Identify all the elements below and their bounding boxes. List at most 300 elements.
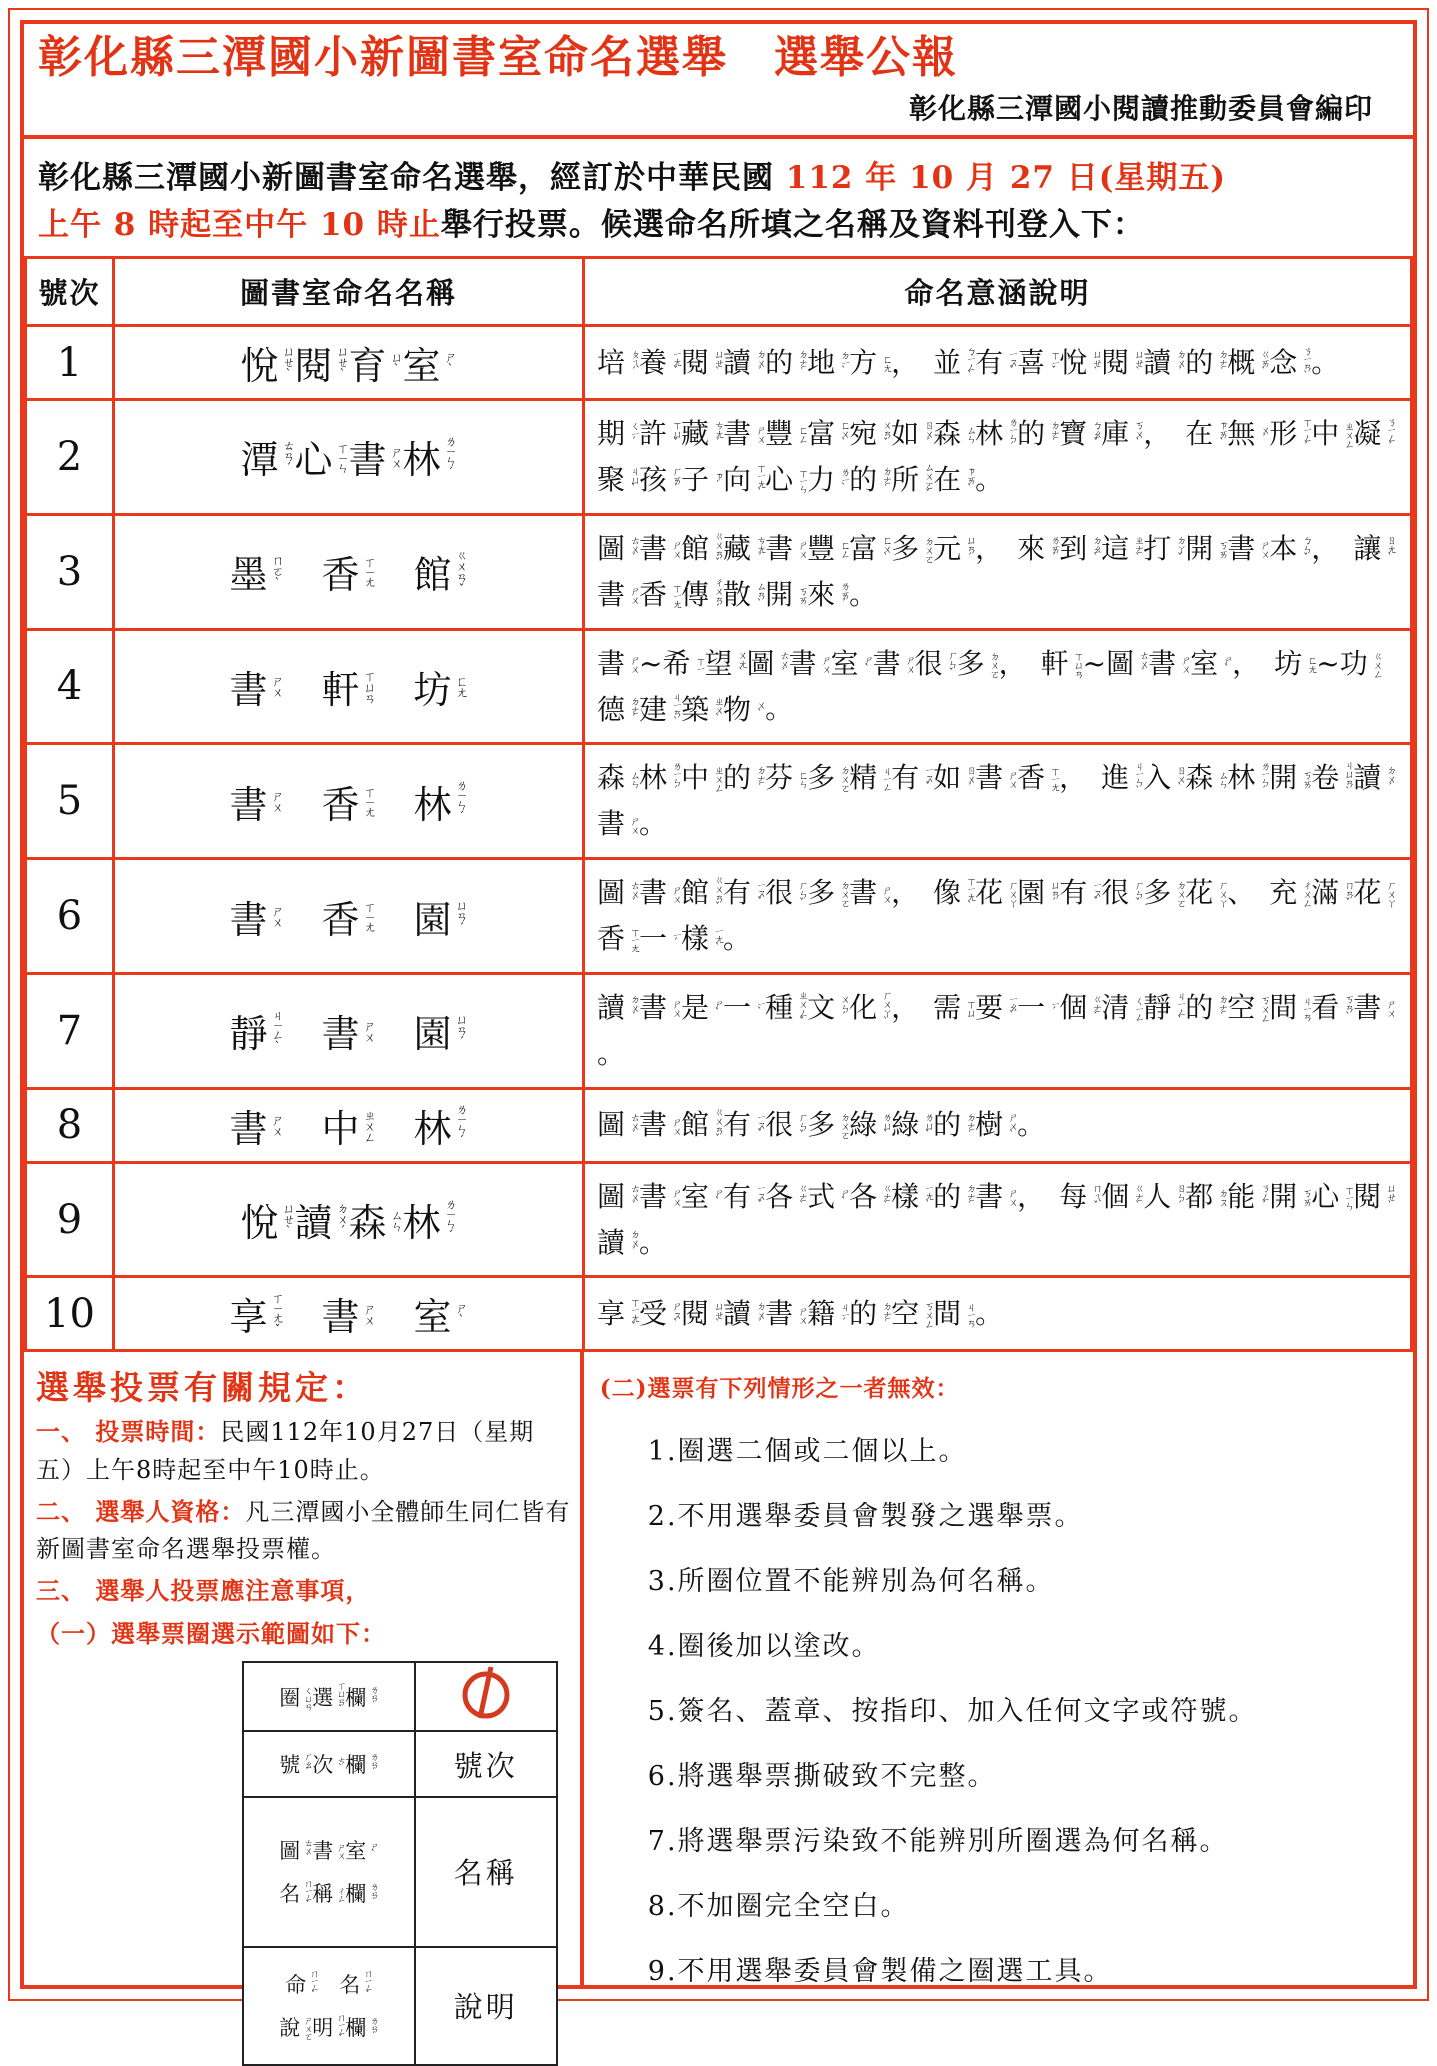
- annotated-char: 欄 ㄌㄢˊ: [345, 1752, 379, 1778]
- zhuyin-annotation: ㄈㄣ: [796, 769, 808, 788]
- annotated-char: 室 ㄕˋ: [345, 1838, 379, 1863]
- candidate-name: [114, 1088, 584, 1162]
- ballot-row: [243, 1662, 557, 1731]
- annotated-char: 子 ㄗ˙: [681, 462, 724, 496]
- annotated-char: 很 ㄏㄣˇ: [1101, 876, 1144, 910]
- invalid-item: 1.圈選二個或二個以上。: [647, 1436, 968, 1468]
- ballot-label-cell: [243, 1947, 415, 2065]
- zhuyin-annotation: ㄩㄝˋ: [335, 345, 350, 380]
- annotated-char: 式 ㄕˋ: [807, 1179, 850, 1213]
- annotated-char: 有 ㄧㄡˇ: [975, 345, 1018, 379]
- annotated-char: 閱 ㄩㄝˋ: [1353, 1179, 1396, 1213]
- annotated-char: 樣 ㄧㄤˋ: [891, 1179, 934, 1213]
- annotated-char: 林 ㄌㄧㄣˊ: [402, 435, 458, 483]
- row-number: 8: [26, 1088, 114, 1162]
- annotated-char: 靜 ㄐㄧㄥˋ: [229, 1008, 285, 1057]
- zhuyin-annotation: ㄉㄨˊ: [1174, 349, 1186, 378]
- annotated-char: 綠 ㄌㄩˋ: [891, 1108, 934, 1142]
- zhuyin-annotation: ㄎㄞ: [1300, 1188, 1312, 1207]
- table-row: [26, 744, 1412, 859]
- annotated-char: 的 ㄉㄜ˙: [765, 345, 808, 379]
- zhuyin-annotation: ㄙㄣ: [389, 1208, 404, 1231]
- annotated-char: 的 ㄉㄜ˙: [1185, 345, 1228, 379]
- annotated-char: 讀 ㄉㄨˊ: [597, 1225, 640, 1259]
- annotated-char: 形 ㄒㄧㄥˊ: [1269, 416, 1312, 452]
- invalid-item: 3.所圈位置不能辨別為何名稱。: [647, 1566, 1055, 1598]
- zhuyin-annotation: ㄕㄨ: [1179, 655, 1191, 674]
- annotated-char: 卷 ㄐㄩㄢˋ: [1311, 760, 1354, 798]
- zhuyin-annotation: ㄘㄤˊ: [712, 420, 724, 449]
- zhuyin-annotation: ㄨㄢˇ: [880, 420, 892, 449]
- annotated-char: 傳 ㄔㄨㄢˊ: [681, 576, 724, 614]
- name-description: 書 ㄕㄨ ~ 希 ㄒㄧ 望 ㄨㄤˋ 圖 ㄊㄨˊ 書 ㄕㄨ 室 ㄕˋ 書 ㄕㄨ 很 ㄏㄣˇ 多 ㄉㄨㄛ ， 軒 ㄒㄩㄢ ~ 圖 ㄊㄨˊ 書 ㄕㄨ 室 ㄕˋ ， 坊 ㄈㄤ ~ 功 ㄍㄨㄥ 德 ㄉㄜˊ 建 ㄐㄧㄢˋ 築 ㄓㄨˋ 物 ㄨˋ 。: [584, 629, 1412, 744]
- zhuyin-annotation: ㄈㄤ: [1305, 655, 1317, 674]
- annotated-char: 有 ㄧㄡˇ: [723, 876, 766, 910]
- annotated-char: 念 ㄋㄧㄢˋ: [1269, 345, 1312, 381]
- zhuyin-annotation: ㄕㄨ: [903, 655, 915, 674]
- invalid-title: (二)選票有下列情形之一者無效：: [599, 1375, 960, 1403]
- annotated-char: 圖 ㄊㄨˊ: [597, 1179, 640, 1213]
- annotated-char: 功 ㄍㄨㄥ: [1339, 646, 1382, 680]
- zhuyin-annotation: ㄌㄩˋ: [922, 1111, 934, 1140]
- zhuyin-annotation: ㄕˋ: [368, 1842, 379, 1860]
- annotated-char: 喜 ㄒㄧˇ: [1017, 345, 1060, 379]
- annotated-char: 讀 ㄉㄨˊ: [1353, 761, 1396, 795]
- annotated-char: 望 ㄨㄤˋ: [704, 646, 747, 680]
- candidate-name: [114, 629, 584, 744]
- zhuyin-annotation: ㄊㄨˊ: [628, 879, 640, 908]
- annotated-char: 明 ㄇㄧㄥˊ: [312, 2012, 346, 2044]
- zhuyin-annotation: ㄒㄧㄤˋ: [754, 462, 766, 498]
- row-number: 4: [26, 629, 114, 744]
- zhuyin-annotation: ㄕㄨ: [670, 999, 682, 1018]
- annotated-char: 圈 ㄑㄩㄢ: [279, 1685, 313, 1710]
- zhuyin-annotation: ㄉㄜ˙: [754, 764, 766, 793]
- annotated-char: 化 ㄏㄨㄚˋ: [849, 989, 892, 1027]
- zhuyin-annotation: ㄌㄢˊ: [368, 1881, 379, 1907]
- zhuyin-annotation: ㄖㄤˋ: [1384, 535, 1396, 564]
- annotated-char: 書 ㄕㄨ: [1353, 991, 1396, 1024]
- annotated-char: 中 ㄓㄨㄥ: [321, 1106, 377, 1151]
- annotated-char: 書 ㄕㄨ: [788, 646, 831, 680]
- zhuyin-annotation: ㄒㄧㄤ: [362, 785, 377, 817]
- header-section: [24, 24, 1413, 139]
- invalid-item: 4.圈後加以塗改。: [647, 1631, 881, 1663]
- zhuyin-annotation: ㄧㄡˇ: [1090, 880, 1102, 907]
- zhuyin-annotation: ㄧㄠˋ: [1006, 995, 1018, 1022]
- zhuyin-annotation: ㄧㄡˇ: [1006, 350, 1018, 377]
- table-row: [26, 1162, 1412, 1277]
- invalid-item: 7.將選舉票污染致不能辨別所圈選為何名稱。: [647, 1826, 1229, 1858]
- zhuyin-annotation: ㄙㄣ: [628, 769, 640, 788]
- zhuyin-annotation: ㄉㄠˋ: [1090, 535, 1102, 564]
- annotated-char: 需 ㄒㄩ: [933, 991, 976, 1024]
- annotated-char: 花 ㄏㄨㄚ: [1185, 876, 1228, 910]
- zhuyin-annotation: ㄊㄨˊ: [628, 1111, 640, 1140]
- annotated-char: 閱 ㄩㄝˋ: [681, 345, 724, 379]
- table-row: [26, 1088, 1412, 1162]
- annotated-char: 藏 ㄘㄤˊ: [723, 531, 766, 565]
- annotated-char: 看 ㄎㄢˋ: [1311, 991, 1354, 1024]
- zhuyin-annotation: ㄇㄧㄥˋ: [308, 1969, 319, 2001]
- annotated-char: 聚 ㄐㄩˋ: [597, 462, 640, 496]
- annotated-char: 芬 ㄈㄣ: [765, 761, 808, 795]
- annotated-char: 的 ㄉㄜ˙: [933, 1179, 976, 1213]
- zhuyin-annotation: ㄖㄨˊ: [964, 764, 976, 793]
- zhuyin-annotation: ㄙㄢˋ: [754, 581, 766, 610]
- zhuyin-annotation: ㄋㄥˊ: [1258, 1183, 1270, 1212]
- annotated-char: 閱 ㄩㄝˋ: [681, 1297, 724, 1331]
- annotated-char: 靜 ㄐㄧㄥˋ: [1143, 990, 1186, 1026]
- annotated-char: 書 ㄕㄨ: [312, 1838, 346, 1863]
- annotated-char: 寶 ㄅㄠˇ: [1059, 417, 1102, 451]
- zhuyin-annotation: ㄉㄜ˙: [880, 466, 892, 495]
- zhuyin-annotation: ㄉㄨㄛ: [838, 880, 850, 908]
- zhuyin-annotation: ㄒㄩㄢˇ: [335, 1681, 346, 1715]
- zhuyin-annotation: ㄩㄝˋ: [1132, 349, 1144, 378]
- zhuyin-annotation: ㄉㄨˊ: [1384, 764, 1396, 793]
- zhuyin-annotation: ㄕㄨ: [880, 884, 892, 903]
- zhuyin-annotation: ㄧㄡˇ: [922, 765, 934, 792]
- zhuyin-annotation: ㄨㄤˋ: [735, 650, 747, 679]
- zhuyin-annotation: ㄒㄩˇ: [670, 420, 682, 449]
- col-header-number: 號次: [26, 258, 114, 326]
- annotated-char: 充 ㄔㄨㄥ: [1269, 876, 1312, 910]
- rule-text: 凡三潭國小全體師生同仁皆有新圖書室命名選舉投票權。: [36, 1497, 571, 1564]
- zhuyin-annotation: ㄋㄧㄢˋ: [1300, 345, 1312, 381]
- ballot-value-cell: [415, 1662, 557, 1731]
- annotated-char: 有 ㄧㄡˇ: [723, 1179, 766, 1213]
- annotated-char: 名 ㄇㄧㄥˊ: [279, 1878, 313, 1910]
- annotated-char: 林 ㄌㄧㄣˊ: [639, 761, 682, 797]
- annotated-char: 館 ㄍㄨㄢˇ: [681, 530, 724, 568]
- name-description: 森 ㄙㄣ 林 ㄌㄧㄣˊ 中 ㄓㄨㄥ 的 ㄉㄜ˙ 芬 ㄈㄣ 多 ㄉㄨㄛ 精 ㄐㄧㄥ 有 ㄧㄡˇ 如 ㄖㄨˊ 書 ㄕㄨ 香 ㄒㄧㄤ ， 進 ㄐㄧㄣˋ 入 ㄖㄨˋ 森 ㄙㄣ 林 ㄌㄧㄣˊ 開 ㄎㄞ 卷 ㄐㄩㄢˋ 讀 ㄉㄨˊ 書 ㄕㄨ 。: [584, 744, 1412, 859]
- annotated-char: 如 ㄖㄨˊ: [891, 417, 934, 451]
- zhuyin-annotation: ㄩㄝˋ: [281, 345, 296, 380]
- annotated-char: 培 ㄆㄟˊ: [597, 345, 640, 379]
- annotated-char: 讀 ㄉㄨˊ: [294, 1201, 350, 1246]
- annotated-char: 林 ㄌㄧㄣˊ: [975, 416, 1018, 452]
- row-number: 2: [26, 400, 114, 515]
- annotated-char: 宛 ㄨㄢˇ: [849, 417, 892, 451]
- zhuyin-annotation: ㄘㄤˊ: [754, 535, 766, 564]
- zhuyin-annotation: ㄩㄢˊ: [454, 1013, 469, 1049]
- zhuyin-annotation: ㄐㄧˊ: [838, 1301, 850, 1328]
- zhuyin-annotation: ㄏㄞˊ: [670, 466, 682, 495]
- zhuyin-annotation: ㄒㄧㄤˇ: [628, 1297, 640, 1332]
- annotated-char: 館 ㄍㄨㄢˇ: [413, 548, 469, 598]
- zhuyin-annotation: ㄏㄣˇ: [796, 879, 808, 908]
- zhuyin-annotation: ㄩㄢˊ: [964, 535, 976, 564]
- annotated-char: 潭 ㄊㄢˊ: [240, 438, 296, 483]
- zhuyin-annotation: ㄒㄧㄤ: [670, 582, 682, 608]
- zhuyin-annotation: ㄉㄜˊ: [628, 695, 640, 724]
- annotated-char: 多 ㄉㄨㄛ: [807, 1108, 850, 1142]
- annotated-char: 花 ㄏㄨㄚ: [1353, 876, 1396, 910]
- zhuyin-annotation: ㄒㄩㄢ: [362, 669, 377, 703]
- annotated-char: 稱 ㄔㄥ: [312, 1882, 346, 1907]
- row-number: 10: [26, 1277, 114, 1351]
- annotated-char: 期 ㄑㄧˊ: [597, 417, 640, 451]
- zhuyin-annotation: ㄕㄨ: [270, 905, 285, 928]
- annotated-char: 坊 ㄈㄤ: [413, 667, 469, 712]
- annotated-char: 森 ㄙㄣ: [1185, 761, 1228, 795]
- annotated-char: 如 ㄖㄨˊ: [933, 761, 976, 795]
- table-row: [26, 400, 1412, 515]
- rule-label: 三、 選舉人投票應注意事項，: [36, 1576, 371, 1606]
- annotated-char: 在 ㄗㄞˋ: [1185, 417, 1228, 451]
- annotated-char: 受 ㄕㄡˋ: [639, 1297, 682, 1331]
- annotated-char: 間 ㄐㄧㄢ: [1269, 991, 1312, 1024]
- annotated-char: 養 ㄧㄤˇ: [639, 345, 682, 379]
- annotated-char: 無 ㄨˊ: [1227, 417, 1270, 451]
- rule-label: 二、 選舉人資格：: [36, 1496, 246, 1526]
- annotated-char: 書 ㄕㄨ: [1227, 531, 1270, 565]
- annotated-char: 這 ㄓㄜˋ: [1101, 531, 1144, 565]
- annotated-char: 空 ㄎㄨㄥ: [1227, 991, 1270, 1024]
- annotated-char: 所 ㄙㄨㄛˇ: [891, 461, 934, 499]
- annotated-char: 精 ㄐㄧㄥ: [849, 761, 892, 795]
- annotated-char: 中 ㄓㄨㄥ: [681, 761, 724, 795]
- ballot-sample-table: [242, 1661, 558, 2066]
- annotated-char: 的 ㄉㄜ˙: [849, 1297, 892, 1331]
- intro-line1-date: 112 年 10 月 27 日(星期五): [785, 160, 1227, 196]
- annotated-char: 書 ㄕㄨ: [849, 876, 892, 910]
- zhuyin-annotation: ㄍㄨㄥ: [1370, 650, 1382, 678]
- zhuyin-annotation: ㄩㄝˋ: [712, 1300, 724, 1329]
- invalid-item: 2.不用選舉委員會製發之選舉票。: [647, 1501, 1084, 1533]
- row-number: 9: [26, 1162, 114, 1277]
- annotated-char: 來 ㄌㄞˊ: [1017, 531, 1060, 565]
- table-row: [26, 1277, 1412, 1351]
- zhuyin-annotation: ㄕㄨ: [335, 1842, 346, 1859]
- zhuyin-annotation: ㄔㄥ: [335, 1886, 346, 1903]
- zhuyin-annotation: ㄏㄨㄚ: [1384, 880, 1396, 908]
- ballot-row: [243, 1731, 557, 1797]
- annotated-char: 散 ㄙㄢˋ: [723, 577, 766, 611]
- zhuyin-annotation: ㄍㄜˋ: [1132, 1183, 1144, 1212]
- zhuyin-annotation: ㄕㄨ: [796, 540, 808, 559]
- annotated-char: 森 ㄙㄣ: [348, 1201, 404, 1246]
- zhuyin-annotation: ㄅㄠˇ: [1090, 420, 1102, 449]
- annotated-char: 悅 ㄩㄝˋ: [1059, 345, 1102, 379]
- annotated-char: 花 ㄏㄨㄚ: [975, 876, 1018, 910]
- annotated-char: 讀 ㄉㄨˊ: [1143, 345, 1186, 379]
- zhuyin-annotation: ㄐㄧㄢ: [964, 1302, 976, 1327]
- annotated-char: 希 ㄒㄧ: [662, 646, 705, 680]
- annotated-char: 在 ㄗㄞˋ: [933, 462, 976, 496]
- annotated-char: 書 ㄕㄨ: [872, 646, 915, 680]
- ballot-value-cell: 號次: [415, 1731, 557, 1797]
- zhuyin-annotation: ㄒㄧㄤˇ: [270, 1292, 285, 1336]
- zhuyin-annotation: ㄒㄧㄣ: [1342, 1184, 1354, 1210]
- zhuyin-annotation: ㄧˊ: [1048, 999, 1060, 1017]
- zhuyin-annotation: ㄏㄨㄚ: [1006, 880, 1018, 908]
- zhuyin-annotation: ㄕㄨ: [1006, 1188, 1018, 1207]
- annotated-char: 香 ㄒㄧㄤ: [321, 782, 377, 827]
- row-number: 1: [26, 326, 114, 400]
- annotated-char: 許 ㄒㄩˇ: [639, 417, 682, 451]
- annotated-char: 樣 ㄧㄤˋ: [681, 922, 724, 956]
- annotated-char: 名 ㄇㄧㄥˊ: [339, 1969, 373, 2001]
- rules-list: [36, 1413, 572, 1610]
- zhuyin-annotation: ㄑㄩㄢ: [302, 1685, 313, 1710]
- annotated-char: 室 ㄕˋ: [1190, 646, 1233, 680]
- annotated-char: 一 ㄧˊ: [1017, 991, 1060, 1024]
- zhuyin-annotation: ㄕˋ: [443, 350, 458, 375]
- zhuyin-annotation: ㄌㄢˊ: [368, 2015, 379, 2041]
- annotated-char: 園 ㄩㄢˊ: [413, 1012, 469, 1057]
- annotated-char: 軒 ㄒㄩㄢ: [1040, 646, 1083, 680]
- zhuyin-annotation: ㄕˋ: [454, 1301, 469, 1326]
- zhuyin-annotation: ㄎㄨˋ: [1132, 420, 1144, 449]
- zhuyin-annotation: ㄉㄜ˙: [1048, 420, 1060, 449]
- annotated-char: 讀 ㄉㄨˊ: [723, 345, 766, 379]
- zhuyin-annotation: ㄗㄞˋ: [964, 466, 976, 495]
- annotated-char: 很 ㄏㄣˇ: [765, 876, 808, 910]
- col-header-name: 圖書室命名名稱: [114, 258, 584, 326]
- ballot-label-cell: [243, 1731, 415, 1797]
- zhuyin-annotation: ㄈㄨˋ: [838, 420, 850, 449]
- zhuyin-annotation: ㄕㄨ: [362, 1019, 377, 1042]
- zhuyin-annotation: ㄕㄨˋ: [1006, 1111, 1018, 1140]
- annotated-char: 書 ㄕㄨ: [639, 876, 682, 910]
- annotated-char: 綠 ㄌㄩˋ: [849, 1108, 892, 1142]
- publisher-line: 彰化縣三潭國小閱讀推動委員會編印: [908, 92, 1373, 125]
- zhuyin-annotation: ㄎㄞ: [1300, 769, 1312, 788]
- annotated-char: 各 ㄍㄜˋ: [849, 1179, 892, 1213]
- annotated-char: 建 ㄐㄧㄢˋ: [639, 692, 682, 728]
- zhuyin-annotation: ㄈㄨˋ: [880, 535, 892, 564]
- zhuyin-annotation: ㄉㄜ˙: [964, 1111, 976, 1140]
- intro-line2-time: 上午 8 時起至中午 10 時止: [38, 206, 441, 243]
- zhuyin-annotation: ㄕˋ: [712, 998, 724, 1018]
- rule-text: 民國112年10月27日（星期五）上午8時起至中午10時止。: [36, 1418, 535, 1484]
- table-header-row: [26, 258, 1412, 326]
- annotated-char: 多 ㄉㄨㄛ: [1143, 876, 1186, 910]
- annotated-char: 個 ㄍㄜˋ: [1101, 1179, 1144, 1213]
- zhuyin-annotation: ㄕㄡˋ: [670, 1300, 682, 1329]
- rule-item: [36, 1413, 572, 1488]
- zhuyin-annotation: ㄕㄨ: [628, 586, 640, 605]
- zhuyin-annotation: ㄎㄞ: [796, 586, 808, 605]
- candidate-name: [114, 744, 584, 859]
- annotated-char: 個 ㄍㄜˋ: [1059, 991, 1102, 1024]
- annotated-char: 書 ㄕㄨ: [975, 1179, 1018, 1213]
- annotated-char: 多 ㄉㄨㄛ: [891, 531, 934, 565]
- rule-item: [36, 1493, 572, 1568]
- zhuyin-annotation: ㄖㄣˊ: [1174, 1183, 1186, 1212]
- name-description: 圖 ㄊㄨˊ 書 ㄕㄨ 室 ㄕˋ 有 ㄧㄡˇ 各 ㄍㄜˋ 式 ㄕˋ 各 ㄍㄜˋ 樣 ㄧㄤˋ 的 ㄉㄜ˙ 書 ㄕㄨ ， 每 ㄇㄟˇ 個 ㄍㄜˋ 人 ㄖㄣˊ 都 ㄉㄡ 能 ㄋㄥˊ 開 ㄎㄞ 心 ㄒㄧㄣ 閱 ㄩㄝˋ 讀 ㄉㄨˊ 。: [584, 1162, 1412, 1277]
- table-row: [26, 973, 1412, 1088]
- zhuyin-annotation: ㄒㄧ: [693, 656, 705, 673]
- annotated-char: 有 ㄧㄡˇ: [723, 1108, 766, 1142]
- annotated-char: 悅 ㄩㄝˋ: [240, 344, 296, 388]
- row-number: 3: [26, 514, 114, 629]
- ballot-table-body: [243, 1662, 557, 2065]
- zhuyin-annotation: ㄌㄩˋ: [880, 1111, 892, 1140]
- intro-line1-black: 彰化縣三潭國小新圖書室命名選舉，經訂於中華民國: [38, 160, 786, 196]
- zhuyin-annotation: ㄒㄧㄤ: [362, 900, 377, 932]
- annotated-char: 元 ㄩㄢˊ: [933, 531, 976, 565]
- zhuyin-annotation: ㄏㄨㄚ: [1216, 880, 1228, 908]
- zhuyin-annotation: ㄉㄜ˙: [796, 349, 808, 378]
- zhuyin-annotation: ㄒㄧㄤ: [1048, 766, 1060, 792]
- annotated-char: 向 ㄒㄧㄤˋ: [723, 462, 766, 498]
- zhuyin-annotation: ㄌㄢˊ: [368, 1685, 379, 1711]
- candidates-table: [24, 256, 1413, 1352]
- annotated-char: 育 ㄩˋ: [348, 344, 404, 388]
- zhuyin-annotation: ㄉㄜ˙: [964, 1183, 976, 1212]
- annotated-char: 豐 ㄈㄥ: [807, 531, 850, 565]
- zhuyin-annotation: ㄍㄜˋ: [880, 1183, 892, 1212]
- zhuyin-annotation: ㄩㄢˊ: [1048, 879, 1060, 908]
- annotated-char: 閱 ㄩㄝˋ: [294, 344, 350, 388]
- annotated-char: 每 ㄇㄟˇ: [1059, 1179, 1102, 1213]
- zhuyin-annotation: ㄕㄨ: [389, 445, 404, 468]
- annotated-char: 欄 ㄌㄢˊ: [345, 1881, 379, 1907]
- bottom-section: [24, 1352, 1413, 2044]
- zhuyin-annotation: ㄧㄡˇ: [754, 1112, 766, 1139]
- zhuyin-annotation: ㄓㄨㄥˇ: [796, 989, 808, 1027]
- zhuyin-annotation: ㄐㄧㄥˋ: [1174, 990, 1186, 1026]
- zhuyin-annotation: ㄕㄨ: [628, 655, 640, 674]
- zhuyin-annotation: ㄒㄧㄥˊ: [1300, 416, 1312, 452]
- zhuyin-annotation: ㄒㄧˇ: [1048, 350, 1060, 377]
- zhuyin-annotation: ㄐㄩㄢˋ: [1342, 760, 1354, 798]
- zhuyin-annotation: ㄩㄝˋ: [1384, 1183, 1396, 1212]
- row-number: 5: [26, 744, 114, 859]
- annotated-char: 說 ㄕㄨㄛ: [279, 2016, 313, 2041]
- invalid-item: 6.將選舉票撕破致不完整。: [647, 1761, 997, 1793]
- zhuyin-annotation: ㄧㄡˇ: [754, 1184, 766, 1211]
- annotated-char: 開 ㄎㄞ: [1185, 531, 1228, 565]
- annotated-char: 打 ㄉㄚˇ: [1143, 531, 1186, 565]
- annotated-char: 讀 ㄉㄨˊ: [597, 991, 640, 1024]
- invalid-item: 8.不加圈完全空白。: [647, 1891, 910, 1923]
- zhuyin-annotation: ㄉㄨˊ: [754, 349, 766, 378]
- zhuyin-annotation: ㄏㄣˇ: [1132, 879, 1144, 908]
- zhuyin-annotation: ㄋㄧㄥˊ: [1384, 416, 1396, 452]
- candidate-name: [114, 514, 584, 629]
- zhuyin-annotation: ㄈㄤ: [454, 675, 469, 698]
- zhuyin-annotation: ㄉㄨˊ: [335, 1202, 350, 1238]
- zhuyin-annotation: ㄌㄧㄣˊ: [670, 761, 682, 797]
- annotated-char: 樹 ㄕㄨˋ: [975, 1108, 1018, 1142]
- zhuyin-annotation: ㄕㄨ: [1384, 999, 1396, 1018]
- zhuyin-annotation: ㄨˋ: [754, 700, 766, 720]
- zhuyin-annotation: ㄔㄨㄥ: [1300, 880, 1312, 908]
- zhuyin-annotation: ㄕㄨ: [270, 675, 285, 698]
- rule-item: [36, 1572, 572, 1610]
- annotated-char: 築 ㄓㄨˋ: [681, 692, 724, 726]
- zhuyin-annotation: ㄉㄜ˙: [1216, 994, 1228, 1023]
- col-header-description: 命名意涵說明: [584, 258, 1412, 326]
- zhuyin-annotation: ㄉㄨㄛ: [1174, 880, 1186, 908]
- zhuyin-annotation: ㄐㄧㄥˋ: [270, 1008, 285, 1053]
- zhuyin-annotation: ㄌㄧㄣˊ: [1258, 761, 1270, 797]
- annotated-char: 書 ㄕㄨ: [229, 782, 285, 827]
- zhuyin-annotation: ㄖㄨˊ: [922, 420, 934, 449]
- row-number: 6: [26, 859, 114, 974]
- annotated-char: 欄 ㄌㄢˊ: [345, 1685, 379, 1711]
- zhuyin-annotation: ㄓㄨㄥ: [712, 765, 724, 793]
- ballot-row: [243, 1947, 557, 2065]
- ballot-value-cell: 說明: [415, 1947, 557, 2065]
- annotated-char: 軒 ㄒㄩㄢ: [321, 667, 377, 712]
- annotated-char: 書 ㄕㄨ: [639, 991, 682, 1024]
- zhuyin-annotation: ㄇㄛˋ: [270, 554, 285, 590]
